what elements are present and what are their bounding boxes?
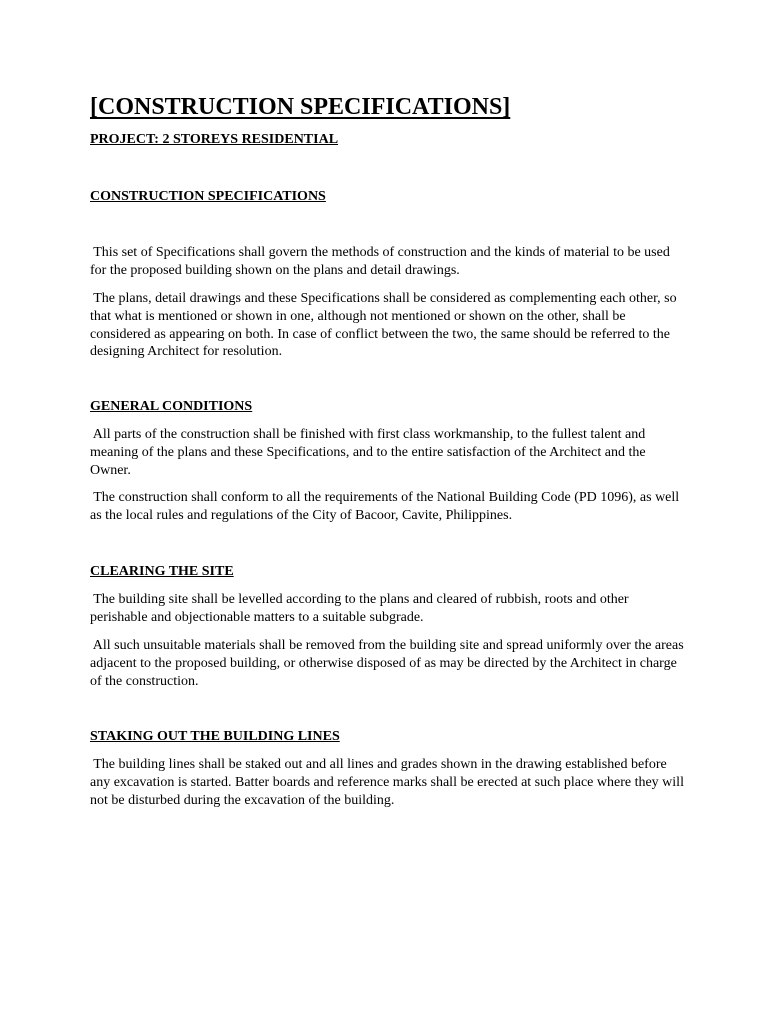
paragraph-line: not be disturbed during the excavation of the building.	[90, 792, 395, 808]
section-heading-construction-specifications: CONSTRUCTION SPECIFICATIONS	[90, 189, 326, 204]
paragraph-line: adjacent to the proposed building, or otherwise disposed of as may be directed by the Architect in charge	[90, 655, 677, 671]
paragraph-line: The construction shall conform to all the requirements of the National Building Code (PD 1096), as well	[90, 490, 680, 505]
paragraph-line: All parts of the construction shall be finished with first class workmanship, to the fullest talent and	[90, 427, 646, 442]
paragraph-line: designing Architect for resolution.	[90, 344, 283, 360]
section-paragraph	[90, 591, 690, 627]
paragraph-line: for the proposed building shown on the plans and detail drawings.	[90, 262, 460, 278]
paragraph-line: The plans, detail drawings and these Specifications shall be considered as complementing each other, so	[90, 291, 677, 306]
paragraph-line: All such unsuitable materials shall be removed from the building site and spread uniformly over the areas	[90, 638, 684, 653]
project-name: PROJECT: 2 STOREYS RESIDENTIAL	[90, 132, 339, 147]
section-heading-staking-out-the-building-lines: STAKING OUT THE BUILDING LINES	[90, 729, 340, 744]
paragraph-line: that what is mentioned or shown in one, although not mentioned or shown on the other, shall be	[90, 308, 626, 324]
paragraph-line: The building site shall be levelled according to the plans and cleared of rubbish, roots and other	[90, 592, 629, 607]
paragraph-line: meaning of the plans and these Specifications, and to the entire satisfaction of the Architect and the	[90, 444, 646, 460]
section-paragraph	[90, 756, 690, 809]
section-paragraph	[90, 290, 690, 361]
document-title: [CONSTRUCTION SPECIFICATIONS]	[90, 94, 511, 120]
paragraph-line: as the local rules and regulations of the City of Bacoor, Cavite, Philippines.	[90, 507, 513, 523]
section-paragraph	[90, 426, 690, 479]
paragraph-line: This set of Specifications shall govern the methods of construction and the kinds of material to be used	[90, 245, 670, 260]
section-paragraph	[90, 637, 690, 690]
paragraph-line: perishable and objectionable matters to a suitable subgrade.	[90, 609, 424, 625]
section-paragraph	[90, 244, 690, 280]
paragraph-line: any excavation is started. Batter boards and reference marks shall be erected at such place where they will	[90, 774, 684, 790]
section-paragraph	[90, 489, 690, 525]
paragraph-line: considered as appearing on both. In case of conflict between the two, the same should be referred to the	[90, 326, 671, 342]
paragraph-line: Owner.	[90, 462, 131, 478]
section-heading-clearing-the-site: CLEARING THE SITE	[90, 564, 234, 579]
paragraph-line: of the construction.	[90, 673, 199, 689]
paragraph-line: The building lines shall be staked out and all lines and grades shown in the drawing established before	[90, 757, 667, 772]
section-heading-general-conditions: GENERAL CONDITIONS	[90, 399, 253, 414]
